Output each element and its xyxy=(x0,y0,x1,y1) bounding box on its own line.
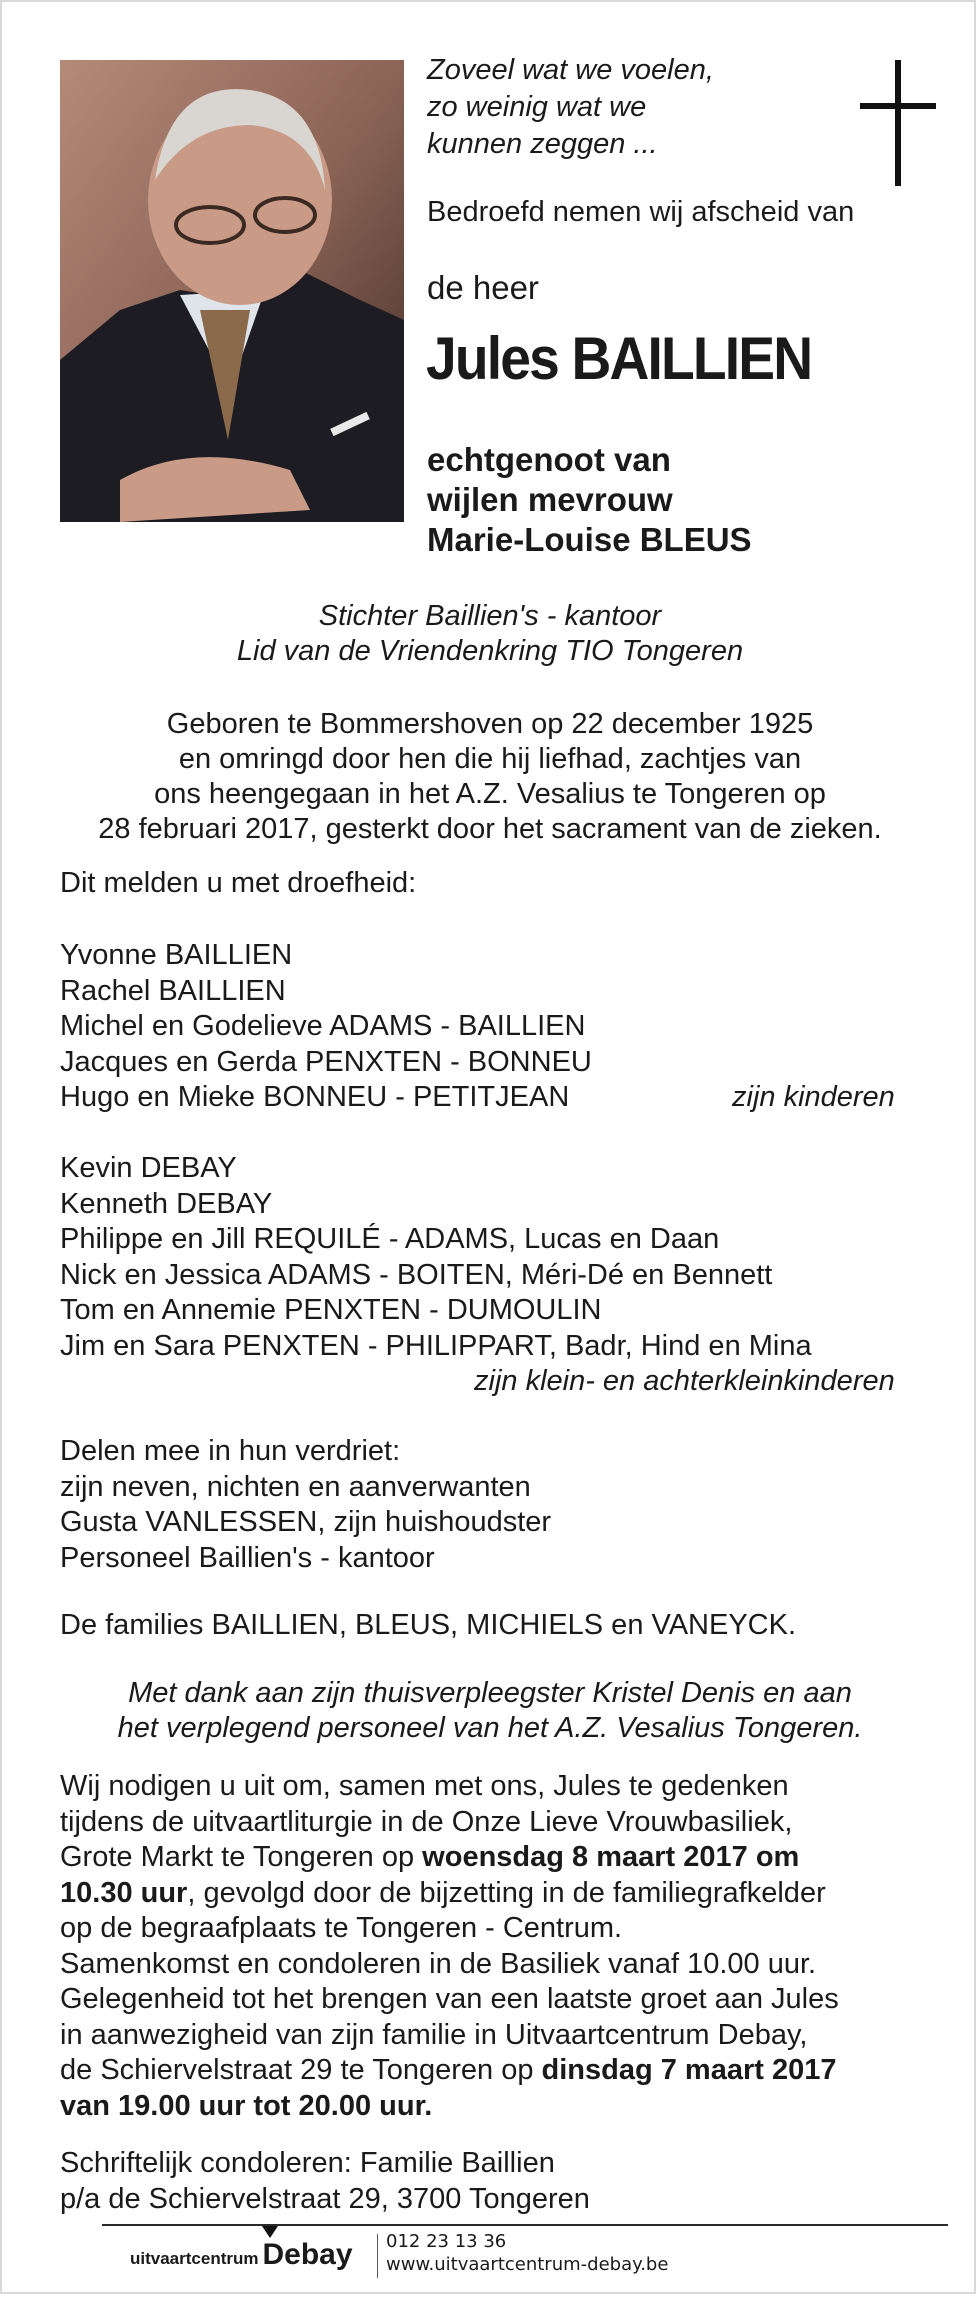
born-line: Geboren te Bommershoven op 22 december 1925 xyxy=(166,708,814,740)
grandchildren-list xyxy=(60,1151,920,1400)
phone-number: 012 23 13 36 xyxy=(386,2231,507,2252)
list-item: Tom en Annemie PENXTEN - DUMOULIN xyxy=(60,1294,602,1326)
list-item xyxy=(60,1364,920,1400)
birth-death-text xyxy=(2,707,976,847)
thanks-line: het verplegend personeel van het A.Z. Vesalius Tongeren. xyxy=(117,1712,863,1744)
families-line: De families BAILLIEN, BLEUS, MICHIELS en VANEYCK. xyxy=(60,1609,797,1641)
footer-contact xyxy=(386,2230,668,2276)
role-line: Stichter Baillien's - kantoor xyxy=(318,600,662,632)
footer-separator xyxy=(377,2234,378,2278)
list-item: Rachel BAILLIEN xyxy=(60,974,286,1007)
role-line: Lid van de Vriendenkring TIO Tongeren xyxy=(236,635,744,667)
list-item: Philippe en Jill REQUILÉ - ADAMS, Lucas en Daan xyxy=(60,1223,720,1255)
cross-icon xyxy=(860,60,936,188)
funeral-time: 10.30 uur xyxy=(60,1876,188,1909)
portrait-photo xyxy=(60,60,404,522)
triangle-icon xyxy=(262,2226,278,2238)
quote-line: Zoveel wat we voelen, xyxy=(427,54,714,86)
sharing-grief xyxy=(60,1434,551,1576)
children-label: zijn kinderen xyxy=(732,1081,895,1113)
list-item: zijn neven, nichten en aanverwanten xyxy=(60,1470,531,1503)
funeral-date: woensdag 8 maart 2017 om xyxy=(422,1841,800,1873)
funeral-invitation: Wij nodigen u uit om, samen met ons, Jules te gedenken tijdens de uitvaartliturgie in de Onze Lieve Vrouwbasiliek, Grote Markt te Tongeren op woensdag 8 maart 2017 om 10.30 uur, gevolgd door de bijzetting in de familiegrafkelder op de begraafplaats te Tongeren - Centrum. Samenkomst en condoleren in de Basiliek vanaf 10.00 uur. Gelegenheid tot het brengen van een laatste groet aan Jules in aanwezigheid van zijn familie in Uitvaartcentrum Debay, de Schiervelstraat 29 te Tongeren op dinsdag 7 maart 2017 van 19.00 uur tot 20.00 uur. xyxy=(60,1770,839,2122)
roles xyxy=(2,599,976,669)
list-item: Kenneth DEBAY xyxy=(60,1187,273,1220)
spouse-line: echtgenoot van xyxy=(427,441,671,478)
born-line: 28 februari 2017, gesterkt door het sacrament van de zieken. xyxy=(98,813,882,845)
visitation-date: dinsdag 7 maart 2017 xyxy=(541,2054,837,2086)
list-item: Kevin DEBAY xyxy=(60,1152,237,1184)
list-item: Michel en Godelieve ADAMS - BAILLIEN xyxy=(60,1010,586,1042)
children-list xyxy=(60,938,920,1116)
list-item: Gusta VANLESSEN, zijn huishoudster xyxy=(60,1506,552,1538)
grandchildren-label: zijn klein- en achterkleinkinderen xyxy=(474,1365,895,1397)
list-item: Hugo en Mieke BONNEU - PETITJEAN zijn kinderen xyxy=(60,1080,920,1116)
spouse-name: Marie-Louise BLEUS xyxy=(427,521,752,558)
visitation-time: van 19.00 uur tot 20.00 uur. xyxy=(60,2089,433,2122)
quote-line: kunnen zeggen ... xyxy=(427,128,658,160)
quote-line: zo weinig wat we xyxy=(427,91,647,123)
born-line: ons heengegaan in het A.Z. Vesalius te Tongeren op xyxy=(154,778,826,810)
list-item: Delen mee in hun verdriet: xyxy=(60,1435,401,1467)
spouse-info xyxy=(427,440,752,560)
thanks-text xyxy=(2,1676,976,1746)
farewell-intro: Bedroefd nemen wij afscheid van xyxy=(427,196,855,228)
honorific: de heer xyxy=(427,269,539,306)
born-line: en omringd door hen die hij liefhad, zachtjes van xyxy=(178,743,802,775)
thanks-line: Met dank aan zijn thuisverpleegster Kristel Denis en aan xyxy=(128,1677,852,1709)
list-item: Jacques en Gerda PENXTEN - BONNEU xyxy=(60,1045,592,1078)
list-item: Nick en Jessica ADAMS - BOITEN, Méri-Dé en Bennett xyxy=(60,1258,773,1291)
list-item: Personeel Baillien's - kantoor xyxy=(60,1541,435,1574)
condolence-address: Schriftelijk condoleren: Familie Baillien p/a de Schiervelstraat 29, 3700 Tongeren xyxy=(60,2147,590,2215)
announcement: Dit melden u met droefheid: xyxy=(60,867,417,899)
footer-divider xyxy=(102,2224,948,2226)
spouse-line: wijlen mevrouw xyxy=(427,481,673,518)
deceased-name: Jules BAILLIEN xyxy=(426,325,812,392)
funeral-home-logo: uitvaartcentrum Debay xyxy=(130,2238,353,2271)
list-item: Yvonne BAILLIEN xyxy=(60,939,293,971)
opening-quote xyxy=(427,52,847,163)
list-item: Jim en Sara PENXTEN - PHILIPPART, Badr, Hind en Mina xyxy=(60,1329,812,1362)
website-link[interactable]: www.uitvaartcentrum-debay.be xyxy=(386,2254,669,2275)
